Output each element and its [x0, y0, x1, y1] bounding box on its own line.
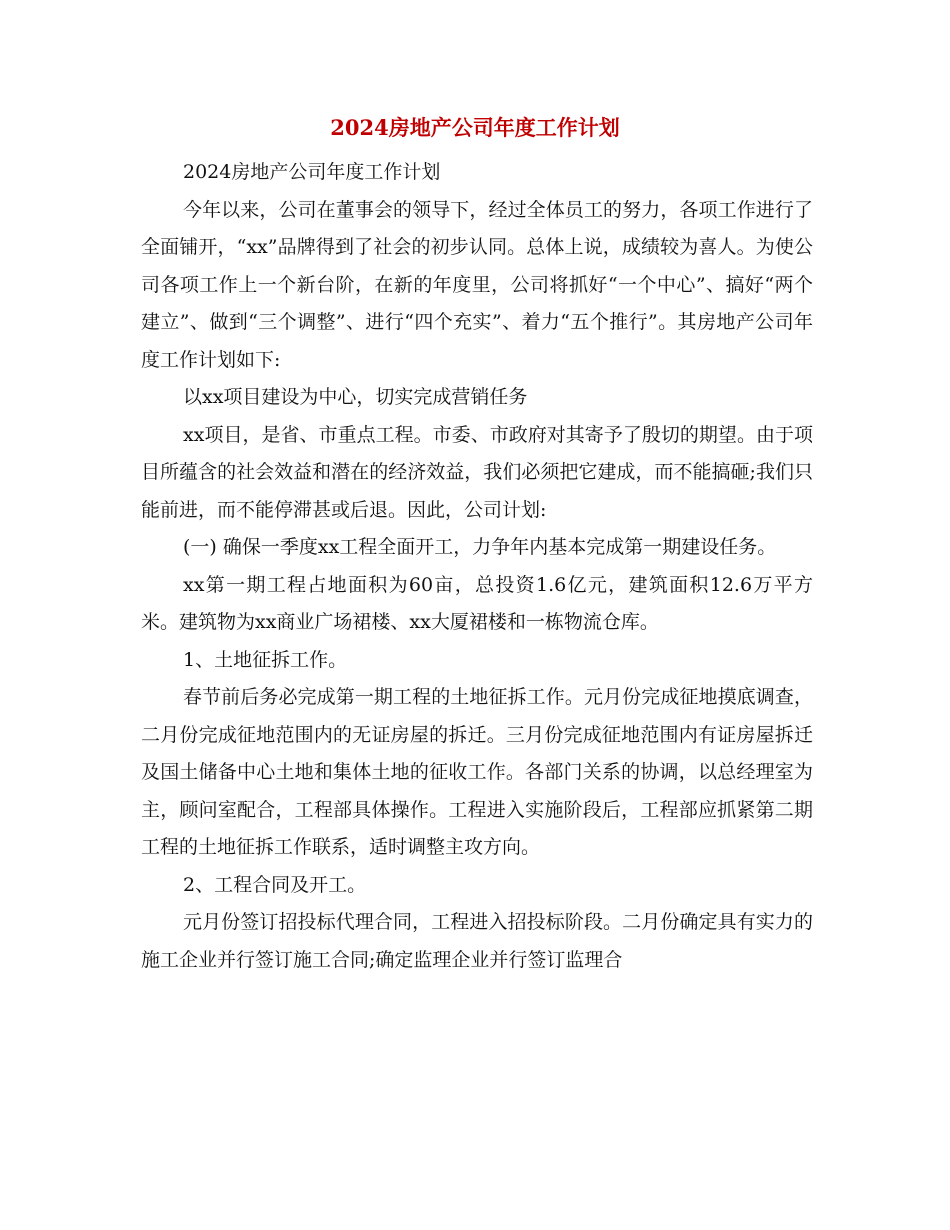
paragraph-contract-heading: 2、工程合同及开工。 [183, 873, 367, 896]
paragraph-land-heading: 1、土地征拆工作。 [183, 648, 348, 671]
paragraph-item-one: (一) 确保一季度xx工程全面开工，力争年内基本完成第一期建设任务。 [183, 536, 777, 558]
paragraph-contract-detail: 元月份签订招投标代理合同，工程进入招投标阶段。二月份确定具有实力的施工企业并行签订施工合同;确定监理企业并行签订监理合 [141, 911, 813, 971]
paragraph-phase-one: xx第一期工程占地面积为60亩，总投资1.6亿元，建筑面积12.6万平方米。建筑物为xx商业广场裙楼、xx大厦裙楼和一栋物流仓库。 [141, 573, 813, 633]
paragraph-land-detail: 春节前后务必完成第一期工程的土地征拆工作。元月份完成征地摸底调查，二月份完成征地范围内的无证房屋的拆迁。三月份完成征地范围内有证房屋拆迁及国土储备中心土地和集体土地的征收工作。各部门关系的协调，以总经理室为主，顾问室配合，工程部具体操作。工程进入实施阶段后，工程部应抓紧第二期工程的土地征拆工作联系，适时调整主攻方向。 [141, 686, 813, 858]
paragraph-subtitle: 2024房地产公司年度工作计划 [183, 161, 441, 183]
paragraph-project-overview: xx项目，是省、市重点工程。市委、市政府对其寄予了殷切的期望。由于项目所蕴含的社会效益和潜在的经济效益，我们必须把它建成，而不能搞砸;我们只能前进，而不能停滞甚或后退。因此，公司计划: [141, 423, 813, 521]
document-title: 2024房地产公司年度工作计划 [330, 115, 620, 140]
document-body [141, 154, 813, 979]
paragraph-section-heading: 以xx项目建设为中心，切实完成营销任务 [183, 386, 528, 408]
paragraph-intro: 今年以来，公司在董事会的领导下，经过全体员工的努力，各项工作进行了全面铺开，“xx”品牌得到了社会的初步认同。总体上说，成绩较为喜人。为使公司各项工作上一个新台阶，在新的年度里，公司将抓好“一个中心”、搞好“两个建立”、做到“三个调整”、进行“四个充实”、着力“五个推行”。其房地产公司年度工作计划如下: [141, 198, 813, 371]
